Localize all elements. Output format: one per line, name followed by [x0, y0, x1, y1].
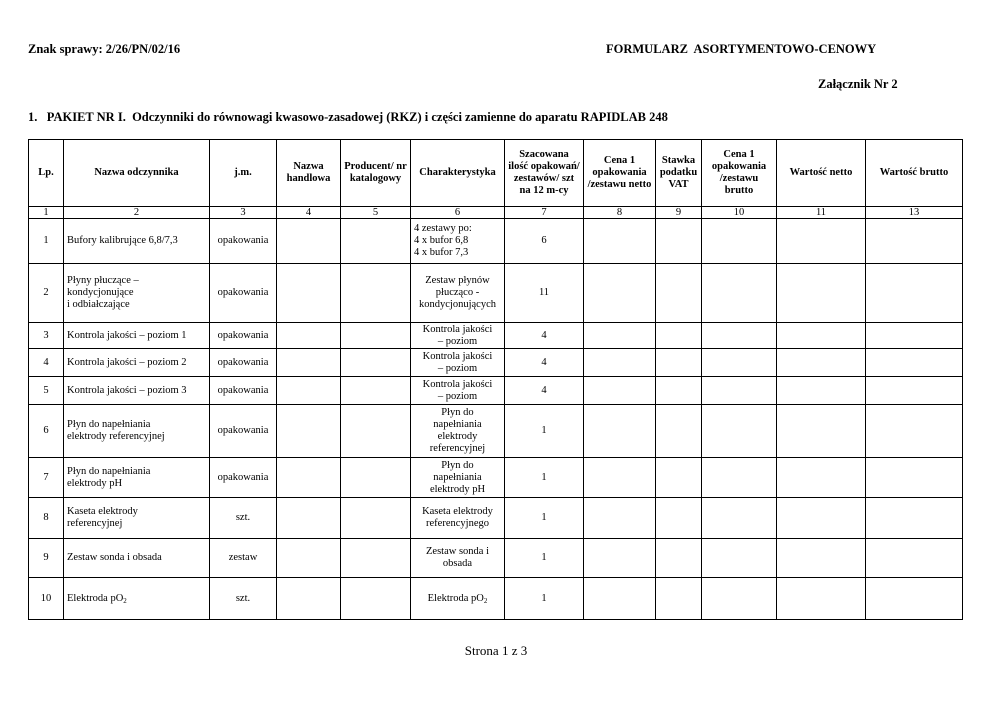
reagent-name [64, 264, 210, 323]
characteristics-subscript: 2 [483, 596, 488, 605]
characteristics-text: Zestaw płynów płucząco - kondycjonujących [419, 275, 496, 310]
producer [341, 539, 411, 578]
producer [341, 578, 411, 620]
net-value-cell [777, 264, 866, 323]
row-number-text: 3 [43, 329, 49, 341]
quantity [505, 377, 584, 405]
net-price-cell [584, 539, 656, 578]
column-number: 2 [64, 207, 210, 219]
unit-text: opakowania [217, 471, 269, 483]
header-net-price: Cena 1 opakowania /zestawu netto [584, 140, 656, 207]
producer [341, 377, 411, 405]
reagent-name [64, 349, 210, 377]
column-number: 8 [584, 207, 656, 219]
package-title: 1. PAKIET NR I. Odczynniki do równowagi kwasowo-zasadowej (RKZ) i części zamienne do aparatu RAPIDLAB 248 [28, 110, 668, 124]
net-price-cell [584, 219, 656, 264]
reagent-name-text: Kontrola jakości – poziom 1 [67, 329, 187, 341]
gross-value-cell [866, 349, 963, 377]
reagent-name [64, 539, 210, 578]
header-quantity: Szacowana ilość opakowań/ zestawów/ szt na 12 m-cy [505, 140, 584, 207]
header-gross-value: Wartość brutto [866, 140, 963, 207]
characteristics-text: Kaseta elektrody referencyjnego [422, 506, 493, 529]
reagent-name-text: Zestaw sonda i obsada [67, 552, 162, 563]
quantity [505, 264, 584, 323]
gross-value-cell [866, 219, 963, 264]
producer [341, 349, 411, 377]
unit [210, 539, 277, 578]
table-row [29, 498, 963, 539]
reagent-name [64, 405, 210, 458]
reagent-name [64, 323, 210, 349]
net-value-cell [777, 578, 866, 620]
column-number-row [29, 207, 963, 219]
column-number: 1 [29, 207, 64, 219]
quantity-text: 6 [541, 235, 547, 246]
characteristics [411, 219, 505, 264]
table-row [29, 264, 963, 323]
characteristics-text: Kontrola jakości – poziom [422, 378, 493, 402]
gross-price-cell [702, 377, 777, 405]
net-value-cell [777, 539, 866, 578]
row-number-text: 4 [43, 356, 49, 368]
column-number: 10 [702, 207, 777, 219]
case-number: Znak sprawy: 2/26/PN/02/16 [28, 42, 181, 56]
row-number [29, 539, 64, 578]
column-number: 7 [505, 207, 584, 219]
trade-name [277, 458, 341, 498]
unit [210, 349, 277, 377]
net-price-cell [584, 349, 656, 377]
net-value-cell [777, 498, 866, 539]
vat-cell [656, 349, 702, 377]
gross-price-cell [702, 458, 777, 498]
header-producer: Producent/ nr katalogowy [341, 140, 411, 207]
gross-price-cell [702, 219, 777, 264]
header-characteristics: Charakterystyka [411, 140, 505, 207]
vat-cell [656, 405, 702, 458]
reagent-name-text: Płyn do napełniania elektrody referencyjnej [67, 419, 165, 442]
reagent-name [64, 377, 210, 405]
net-value-cell [777, 323, 866, 349]
trade-name [277, 578, 341, 620]
net-price-cell [584, 498, 656, 539]
header-trade-name: Nazwa handlowa [277, 140, 341, 207]
form-title: FORMULARZ ASORTYMENTOWO-CENOWY [606, 42, 877, 56]
unit [210, 323, 277, 349]
quantity-text: 1 [541, 471, 547, 483]
producer [341, 405, 411, 458]
characteristics-text: Kontrola jakości – poziom [422, 350, 493, 374]
trade-name [277, 405, 341, 458]
row-number-text: 8 [43, 512, 49, 523]
quantity [505, 458, 584, 498]
row-number-text: 1 [43, 235, 49, 246]
column-number: 11 [777, 207, 866, 219]
quantity-text: 1 [541, 592, 547, 604]
quantity [505, 349, 584, 377]
column-number: 6 [411, 207, 505, 219]
row-number [29, 264, 64, 323]
unit-text: zestaw [228, 552, 258, 563]
vat-cell [656, 323, 702, 349]
characteristics [411, 458, 505, 498]
unit-text: opakowania [217, 235, 269, 246]
characteristics-text: Elektroda pO [427, 592, 484, 604]
characteristics-text: Zestaw sonda i obsada [426, 546, 489, 569]
characteristics [411, 405, 505, 458]
unit [210, 377, 277, 405]
unit-text: opakowania [217, 356, 269, 368]
quantity-text: 4 [541, 356, 547, 368]
characteristics [411, 323, 505, 349]
trade-name [277, 539, 341, 578]
reagent-name-text: Płyn do napełniania elektrody pH [67, 465, 151, 489]
producer [341, 323, 411, 349]
row-number [29, 323, 64, 349]
reagent-name-text: Kontrola jakości – poziom 2 [67, 356, 187, 368]
producer [341, 458, 411, 498]
unit [210, 264, 277, 323]
column-number: 13 [866, 207, 963, 219]
characteristics-text: Płyn do napełniania elektrody pH [429, 459, 486, 495]
gross-value-cell [866, 323, 963, 349]
trade-name [277, 349, 341, 377]
quantity-text: 1 [541, 425, 547, 436]
quantity [505, 405, 584, 458]
characteristics-text: Płyn do napełniania elektrody referencyjnej [429, 407, 486, 454]
quantity-text: 4 [541, 329, 547, 341]
characteristics [411, 377, 505, 405]
unit [210, 498, 277, 539]
table-row [29, 458, 963, 498]
gross-value-cell [866, 498, 963, 539]
unit-text: opakowania [217, 287, 269, 298]
characteristics [411, 349, 505, 377]
header-unit: j.m. [210, 140, 277, 207]
gross-value-cell [866, 264, 963, 323]
gross-price-cell [702, 578, 777, 620]
characteristics-text: Kontrola jakości – poziom [422, 323, 493, 347]
table-header-row [29, 140, 963, 207]
characteristics [411, 539, 505, 578]
reagent-name [64, 219, 210, 264]
producer [341, 264, 411, 323]
trade-name [277, 323, 341, 349]
table-row [29, 578, 963, 620]
reagent-name [64, 458, 210, 498]
row-number [29, 405, 64, 458]
net-price-cell [584, 323, 656, 349]
quantity-text: 4 [541, 384, 547, 396]
reagent-name-subscript: 2 [123, 596, 127, 605]
net-price-cell [584, 578, 656, 620]
gross-value-cell [866, 377, 963, 405]
unit-text: szt. [235, 512, 251, 523]
net-value-cell [777, 458, 866, 498]
gross-value-cell [866, 405, 963, 458]
unit [210, 219, 277, 264]
net-value-cell [777, 219, 866, 264]
quantity-text: 1 [541, 512, 547, 523]
characteristics-text: 4 zestawy po: 4 x bufor 6,8 4 x bufor 7,3 [414, 223, 472, 258]
reagent-name [64, 578, 210, 620]
header-lp: Lp. [29, 140, 64, 207]
annex-label: Załącznik Nr 2 [818, 77, 898, 91]
quantity [505, 578, 584, 620]
header-gross-price: Cena 1 opakowania /zestawu brutto [702, 140, 777, 207]
table-row [29, 219, 963, 264]
net-price-cell [584, 405, 656, 458]
header-vat: Stawka podatku VAT [656, 140, 702, 207]
gross-value-cell [866, 458, 963, 498]
column-number: 3 [210, 207, 277, 219]
header-net-value: Wartość netto [777, 140, 866, 207]
gross-value-cell [866, 578, 963, 620]
unit-text: opakowania [217, 425, 269, 436]
unit [210, 578, 277, 620]
vat-cell [656, 458, 702, 498]
row-number-text: 9 [43, 552, 49, 563]
gross-value-cell [866, 539, 963, 578]
row-number [29, 498, 64, 539]
trade-name [277, 377, 341, 405]
row-number-text: 10 [40, 592, 52, 604]
row-number [29, 377, 64, 405]
net-price-cell [584, 264, 656, 323]
table-row [29, 323, 963, 349]
row-number-text: 7 [43, 471, 49, 483]
page-number: Strona 1 z 3 [464, 643, 528, 658]
reagent-name-text: Kaseta elektrody referencyjnej [67, 506, 138, 529]
price-form-table [28, 139, 963, 620]
reagent-name-text: Kontrola jakości – poziom 3 [67, 384, 187, 396]
unit [210, 405, 277, 458]
row-number-text: 2 [43, 287, 49, 298]
reagent-name-text: Elektroda pO [67, 592, 124, 604]
producer [341, 498, 411, 539]
gross-price-cell [702, 539, 777, 578]
gross-price-cell [702, 349, 777, 377]
gross-price-cell [702, 498, 777, 539]
header-reagent-name: Nazwa odczynnika [64, 140, 210, 207]
unit-text: szt. [235, 592, 251, 604]
gross-price-cell [702, 264, 777, 323]
quantity [505, 323, 584, 349]
characteristics [411, 578, 505, 620]
net-value-cell [777, 349, 866, 377]
column-number: 5 [341, 207, 411, 219]
row-number [29, 578, 64, 620]
reagent-name-text: Płyny płuczące – kondycjonujące i odbiałczające [67, 275, 139, 310]
net-value-cell [777, 377, 866, 405]
row-number [29, 219, 64, 264]
characteristics [411, 264, 505, 323]
table-row [29, 349, 963, 377]
column-number: 9 [656, 207, 702, 219]
unit-text: opakowania [217, 329, 269, 341]
net-price-cell [584, 458, 656, 498]
vat-cell [656, 264, 702, 323]
row-number-text: 5 [43, 384, 49, 396]
row-number [29, 458, 64, 498]
trade-name [277, 219, 341, 264]
row-number-text: 6 [43, 425, 49, 436]
trade-name [277, 264, 341, 323]
unit-text: opakowania [217, 384, 269, 396]
producer [341, 219, 411, 264]
quantity [505, 539, 584, 578]
quantity-text: 11 [538, 287, 550, 298]
quantity [505, 498, 584, 539]
row-number [29, 349, 64, 377]
gross-price-cell [702, 323, 777, 349]
vat-cell [656, 377, 702, 405]
characteristics [411, 498, 505, 539]
gross-price-cell [702, 405, 777, 458]
net-price-cell [584, 377, 656, 405]
quantity-text: 1 [541, 552, 547, 563]
table-row [29, 405, 963, 458]
vat-cell [656, 539, 702, 578]
vat-cell [656, 578, 702, 620]
reagent-name [64, 498, 210, 539]
column-number: 4 [277, 207, 341, 219]
table-row [29, 539, 963, 578]
net-value-cell [777, 405, 866, 458]
quantity [505, 219, 584, 264]
table-row [29, 377, 963, 405]
unit [210, 458, 277, 498]
vat-cell [656, 219, 702, 264]
trade-name [277, 498, 341, 539]
vat-cell [656, 498, 702, 539]
reagent-name-text: Bufory kalibrujące 6,8/7,3 [67, 235, 178, 246]
